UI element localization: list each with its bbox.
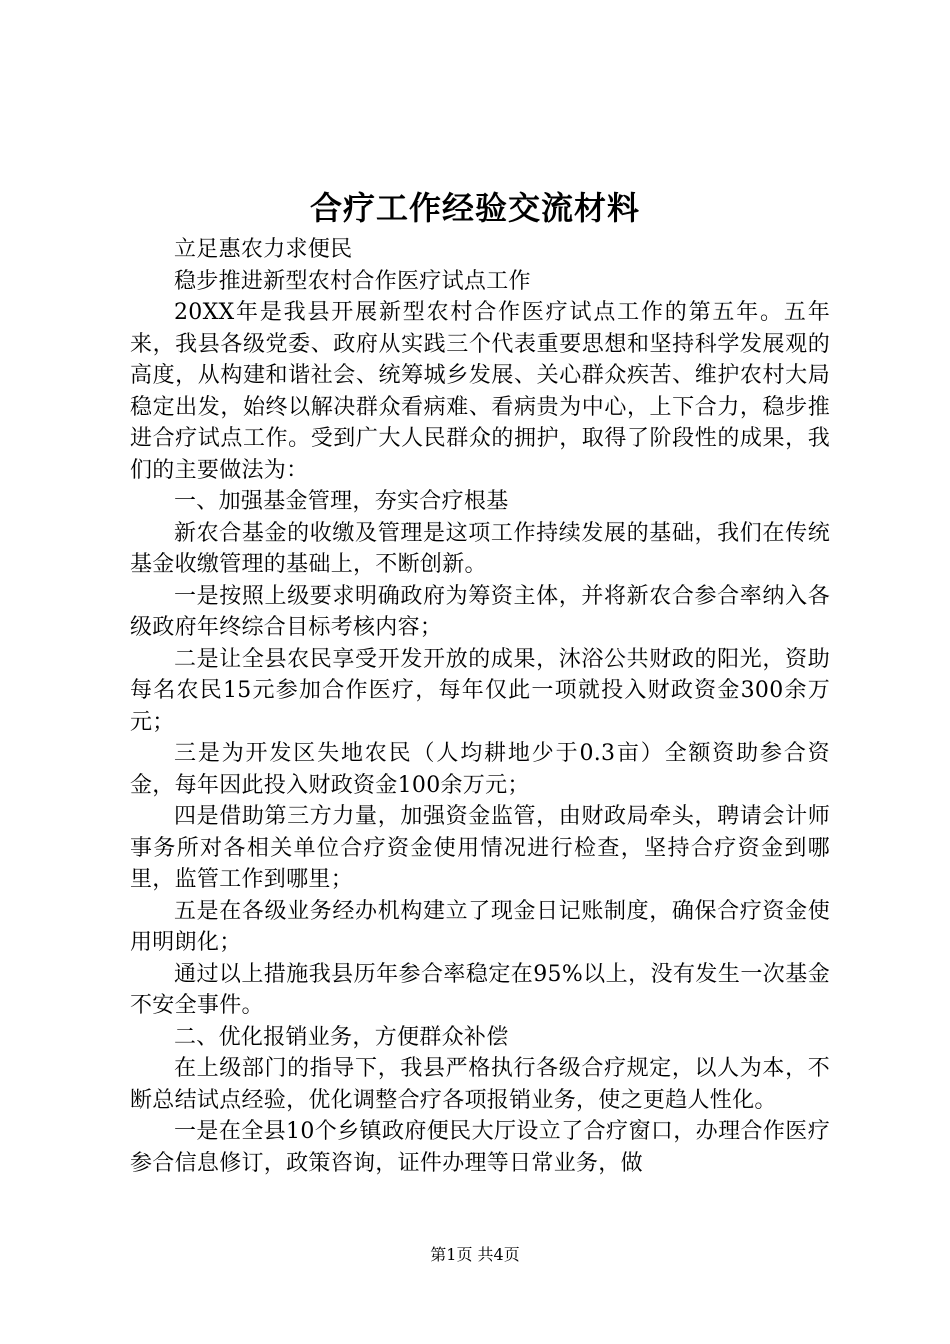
paragraph-section-1-summary: 通过以上措施我县历年参合率稳定在95%以上，没有发生一次基金不安全事件。 [130,961,830,1018]
paragraph-section-1-intro: 新农合基金的收缴及管理是这项工作持续发展的基础，我们在传统基金收缴管理的基础上，不断创新。 [130,520,830,577]
section-heading-1: 一、加强基金管理，夯实合疗根基 [174,489,509,514]
paragraph-section-2-item-1: 一是在全县10个乡镇政府便民大厅设立了合疗窗口，办理合作医疗参合信息修订，政策咨询，证件办理等日常业务，做 [130,1119,830,1176]
document-title: 合疗工作经验交流材料 [309,189,640,227]
paragraph-subtitle-1: 立足惠农力求便民 [174,237,353,262]
page-footer: 第1页 共4页 [430,1245,520,1264]
paragraph-intro: 20XX年是我县开展新型农村合作医疗试点工作的第五年。五年来，我县各级党委、政府从实践三个代表重要思想和坚持科学发展观的高度，从构建和谐社会、统筹城乡发展、关心群众疾苦、维护农村大局稳定出发，始终以解决群众看病难、看病贵为中心，上下合力，稳步推进合疗试点工作。受到广大人民群众的拥护，取得了阶段性的成果，我们的主要做法为： [130,300,830,483]
document-body [130,234,830,1179]
paragraph-item-5: 五是在各级业务经办机构建立了现金日记账制度，确保合疗资金使用明朗化； [130,898,830,955]
paragraph-section-2-intro: 在上级部门的指导下，我县严格执行各级合疗规定，以人为本，不断总结试点经验，优化调整合疗各项报销业务，使之更趋人性化。 [130,1056,830,1113]
paragraph-item-1: 一是按照上级要求明确政府为筹资主体，并将新农合参合率纳入各级政府年终综合目标考核内容； [130,583,830,640]
paragraph-subtitle-2: 稳步推进新型农村合作医疗试点工作 [174,268,531,294]
paragraph-item-4: 四是借助第三方力量，加强资金监管，由财政局牵头，聘请会计师事务所对各相关单位合疗资金使用情况进行检查，坚持合疗资金到哪里，监管工作到哪里； [130,804,830,892]
paragraph-item-2: 二是让全县农民享受开发开放的成果，沐浴公共财政的阳光，资助每名农民15元参加合作医疗，每年仅此一项就投入财政资金300余万元； [130,646,830,735]
section-heading-2: 二、优化报销业务，方便群众补偿 [174,1024,509,1050]
paragraph-item-3: 三是为开发区失地农民（人均耕地少于0.3亩）全额资助参合资金，每年因此投入财政资金100余万元； [130,741,830,798]
